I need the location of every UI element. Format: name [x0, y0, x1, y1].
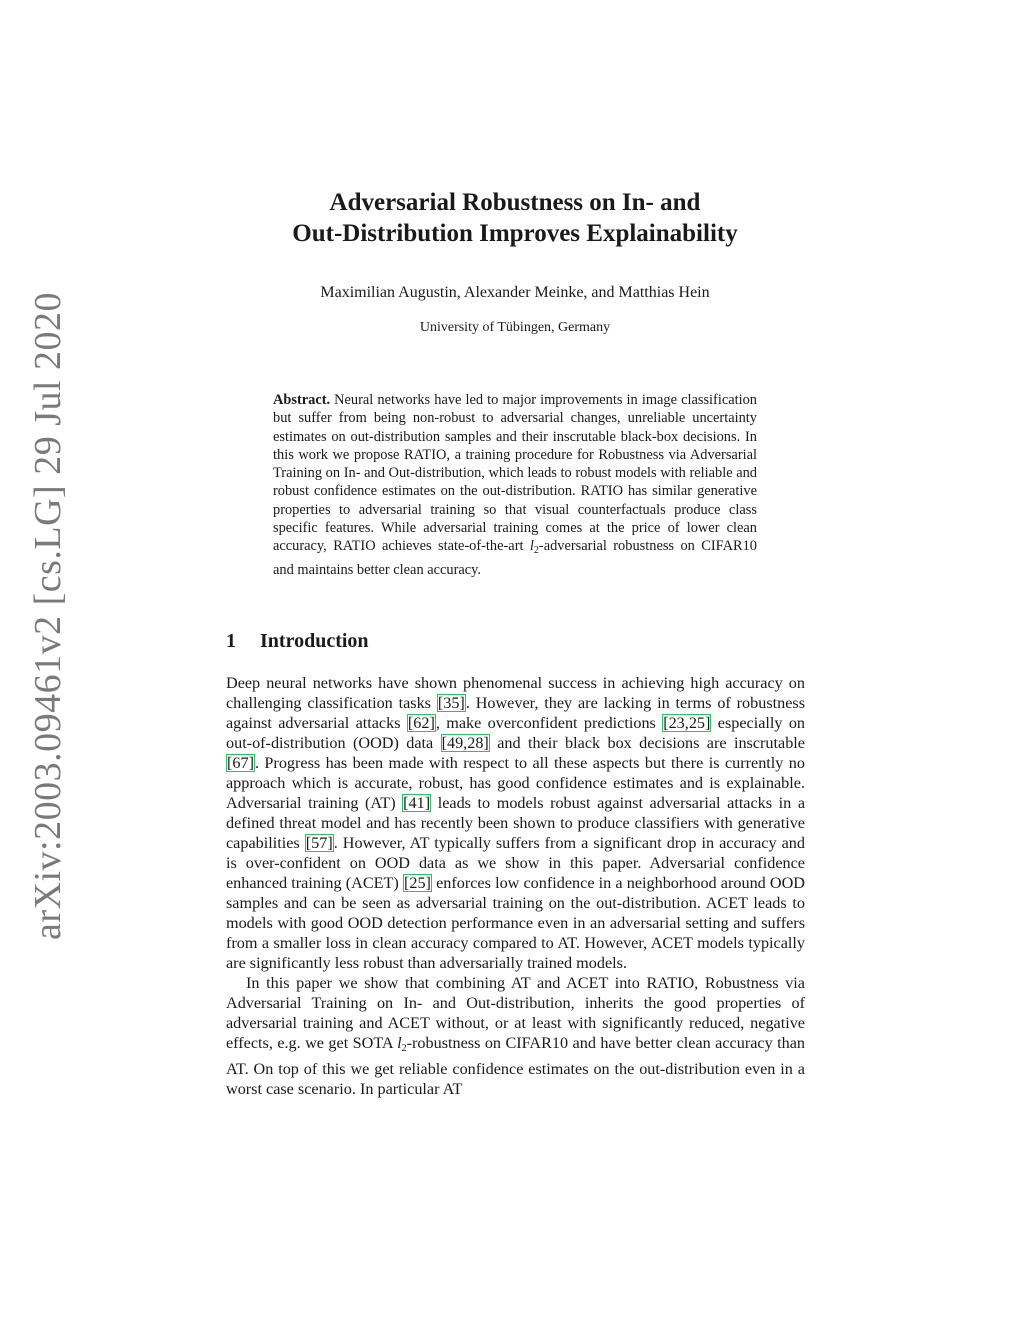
citation-link[interactable]: [41]: [403, 794, 431, 812]
section-title: Introduction: [260, 630, 369, 652]
p1-text-2: . However, they are lacking in terms of robustness against adversarial attacks: [226, 694, 806, 732]
section-number: 1: [226, 630, 236, 652]
author-list: Maximilian Augustin, Alexander Meinke, and Matthias Hein: [320, 284, 710, 301]
abstract-l-symbol: l: [529, 538, 534, 555]
arxiv-identifier-stamp: arXiv:2003.09461v2 [cs.LG] 29 Jul 2020: [27, 291, 69, 940]
abstract: [273, 391, 757, 579]
p1-text-9: enforces low confidence in a neighborhood around OOD samples and can be seen as adversarial training on the out-distribution. ACET leads to models with good OOD detection performance even in an adversarial setting and suffers from a smaller loss in clean accuracy compared to AT. However, ACET models typically are significantly less robust than adversarially trained models.: [226, 874, 805, 972]
p2-text-2: -robustness on CIFAR10 and have better clean accuracy than AT. On top of this we get reliable confidence estimates on the out-distribution even in a worst case scenario. In particular AT: [226, 1034, 805, 1098]
affiliation: University of Tübingen, Germany: [419, 320, 611, 335]
citation-link[interactable]: [57]: [305, 834, 333, 852]
section-heading-introduction: [226, 628, 369, 654]
abstract-l-subscript: 2: [533, 545, 539, 557]
paper-title: [200, 187, 830, 249]
paragraph-1: [226, 673, 805, 973]
p1-text-6: . Progress has been made with respect to all these aspects but there is currently no approach which is accurate, robust, has good confidence estimates and is explainable. Adversarial training (AT): [226, 754, 805, 812]
citation-link[interactable]: [67]: [227, 754, 254, 772]
abstract-text-2: -adversarial robustness on CIFAR10 and maintains better clean accuracy.: [273, 538, 757, 578]
p1-text-7: leads to models robust against adversarial attacks in a defined threat model and has recently been shown to produce classifiers with generative capabilities: [226, 794, 806, 852]
citation-link[interactable]: [25]: [403, 874, 431, 892]
p1-text-3: , make overconfident predictions: [435, 714, 663, 732]
p1-text-8: . However, AT typically suffers from a significant drop in accuracy and is over-confident on OOD data as we show in this paper. Adversarial confidence enhanced training (ACET): [226, 834, 805, 892]
citation-link[interactable]: [49,28]: [441, 734, 489, 752]
p2-l-symbol: l: [397, 1034, 402, 1052]
title-line-2: Out-Distribution Improves Explainability: [292, 220, 738, 247]
p1-text-4: especially on out-of-distribution (OOD) data: [226, 714, 806, 752]
p2-text-1: In this paper we show that combining AT and ACET into RATIO, Robustness via Adversarial Training on In- and Out-distribution, inherits the good properties of adversarial training and ACET without, or at least with significantly reduced, negative effects, e.g. we get SOTA: [226, 974, 805, 1052]
citation-link[interactable]: [35]: [437, 694, 465, 712]
p1-text-1: Deep neural networks have shown phenomenal success in achieving high accuracy on challenging classification tasks: [226, 674, 805, 712]
title-line-1: Adversarial Robustness on In- and: [329, 189, 701, 216]
citation-link[interactable]: [62]: [407, 714, 435, 732]
p2-l-subscript: 2: [401, 1043, 407, 1054]
citation-link[interactable]: [23,25]: [663, 714, 711, 732]
abstract-text-1: Neural networks have led to major improvements in image classification but suffer from being non-robust to adversarial changes, unreliable uncertainty estimates on out-distribution samples and their inscrutable black-box decisions. In this work we propose RATIO, a training procedure for Robustness via Adversarial Training on In- and Out-distribution, which leads to robust models with reliable and robust confidence estimates on the out-distribution. RATIO has similar generative properties to adversarial training so that visual counterfactuals produce class specific features. While adversarial training comes at the price of lower clean accuracy, RATIO achieves state-of-the-art: [273, 392, 757, 555]
introduction-body: [226, 673, 805, 1099]
abstract-label: Abstract.: [273, 392, 331, 408]
paragraph-2: [226, 973, 805, 1099]
p1-text-5: and their black box decisions are inscrutable: [489, 734, 805, 752]
